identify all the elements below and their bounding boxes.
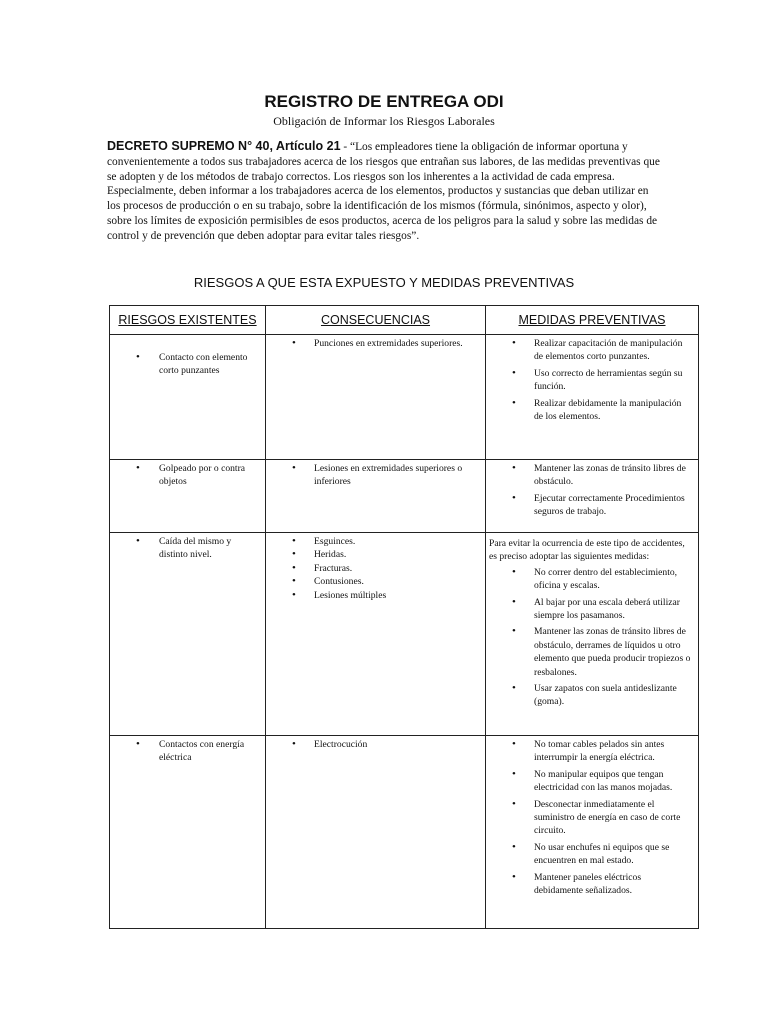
document-title: REGISTRO DE ENTREGA ODI (264, 92, 504, 111)
section-title: RIESGOS A QUE ESTA EXPUESTO Y MEDIDAS PREVENTIVAS (193, 275, 575, 290)
medida-item: • Al bajar por una escala deberá utilizar siempre los pasamanos. (486, 596, 698, 623)
medidas-cell (486, 533, 699, 736)
medida-item: • Uso correcto de herramientas según su función. (486, 367, 698, 394)
riesgos-cell (110, 460, 266, 533)
medida-item: • No correr dentro del establecimiento, oficina y escalas. (486, 566, 698, 593)
medidas-cell (486, 460, 699, 533)
medida-item: • Mantener las zonas de tránsito libres de obstáculo, derrames de líquidos u otro elemento que pueda producir tropiezos o resbalones. (486, 625, 698, 679)
medidas-intro: Para evitar la ocurrencia de este tipo de accidentes, es preciso adoptar las siguientes medidas: (489, 538, 685, 563)
decree-reference: DECRETO SUPREMO N° 40, Artículo 21 (107, 139, 341, 153)
consecuencia-item: • Lesiones múltiples (266, 589, 485, 602)
riesgo-item: • Contacto con elemento corto punzantes (110, 351, 265, 378)
consecuencia-item: • Punciones en extremidades superiores. (266, 337, 485, 350)
medida-item: • Realizar debidamente la manipulación de los elementos. (486, 397, 698, 424)
medida-item: • Ejecutar correctamente Procedimientos seguros de trabajo. (486, 492, 698, 519)
medida-item: • Realizar capacitación de manipulación de elementos corto punzantes. (486, 337, 698, 364)
riesgo-item: • Contactos con energía eléctrica (110, 738, 265, 765)
header-medidas: MEDIDAS PREVENTIVAS (486, 306, 699, 335)
consecuencias-cell (266, 335, 486, 460)
riesgo-item: • Golpeado por o contra objetos (110, 462, 265, 489)
medidas-cell (486, 736, 699, 929)
decree-text: - “Los empleadores tiene la obligación de informar oportuna y convenientemente a todos sus trabajadores acerca de los riesgos que entrañan sus labores, de las medidas preventivas que se adopten y de los métodos de trabajo correctos. Los riesgos son los inherentes a la actividad de cada empresa. Especialmente, deben informar a los trabajadores acerca de los elementos, productos y sustancias que deban utilizar en los procesos de producción o en su trabajo, sobre la identificación de los mismos (fórmula, sinónimos, aspecto y olor), sobre los límites de exposición permisibles de esos productos, acerca de los peligros para la salud y sobre las medidas de control y de prevención que deben adoptar para evitar tales riesgos”. (107, 141, 660, 242)
consecuencia-item: • Heridas. (266, 548, 485, 561)
medida-item: • No tomar cables pelados sin antes interrumpir la energía eléctrica. (486, 738, 698, 765)
table-row (110, 335, 699, 460)
table-row (110, 533, 699, 736)
table-row (110, 460, 699, 533)
consecuencias-cell (266, 533, 486, 736)
medida-item: • Mantener las zonas de tránsito libres de obstáculo. (486, 462, 698, 489)
medidas-cell (486, 335, 699, 460)
decree-paragraph (107, 139, 662, 244)
consecuencia-item: • Fracturas. (266, 562, 485, 575)
medida-item: • Desconectar inmediatamente el suministro de energía en caso de corte circuito. (486, 798, 698, 838)
medida-item: • No manipular equipos que tengan electricidad con las manos mojadas. (486, 768, 698, 795)
consecuencia-item: • Esguinces. (266, 535, 485, 548)
consecuencia-item: • Lesiones en extremidades superiores o inferiores (266, 462, 485, 489)
risk-table (109, 305, 699, 929)
riesgos-cell (110, 736, 266, 929)
consecuencias-cell (266, 736, 486, 929)
consecuencia-item: • Electrocución (266, 738, 485, 751)
table-header-row (110, 306, 699, 335)
header-consecuencias: CONSECUENCIAS (266, 306, 486, 335)
table-row (110, 736, 699, 929)
medida-item: • Mantener paneles eléctricos debidamente señalizados. (486, 871, 698, 898)
riesgos-cell (110, 533, 266, 736)
medida-item: • Usar zapatos con suela antideslizante (goma). (486, 682, 698, 709)
consecuencia-item: • Contusiones. (266, 575, 485, 588)
header-riesgos: RIESGOS EXISTENTES (110, 306, 266, 335)
riesgo-item: • Caída del mismo y distinto nivel. (110, 535, 265, 562)
document-subtitle: Obligación de Informar los Riesgos Laborales (273, 114, 495, 128)
riesgos-cell (110, 335, 266, 460)
consecuencias-cell (266, 460, 486, 533)
medida-item: • No usar enchufes ni equipos que se encuentren en mal estado. (486, 841, 698, 868)
